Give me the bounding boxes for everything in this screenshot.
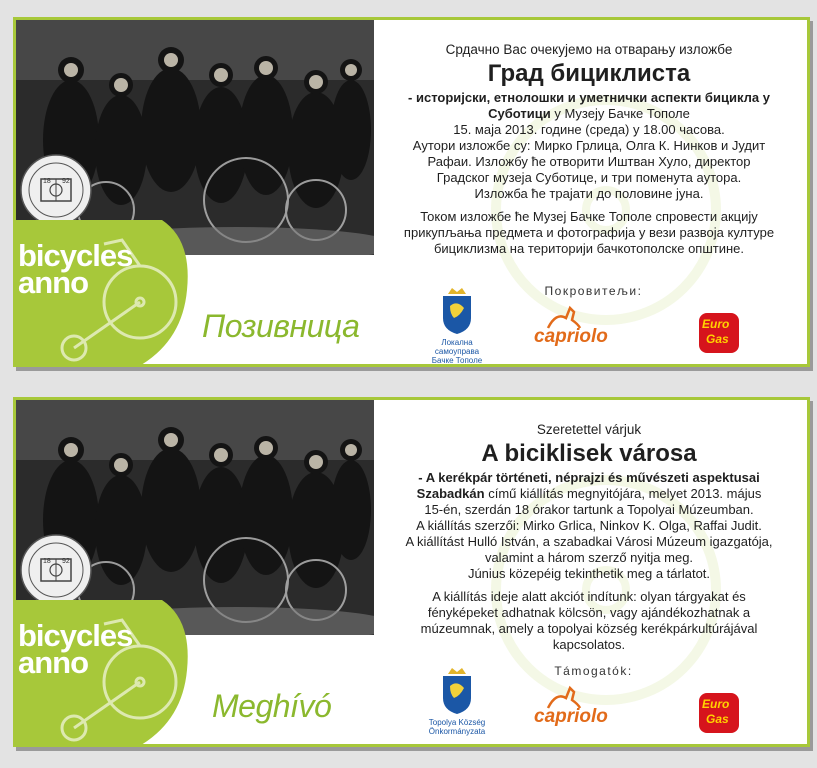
body-line: Суботици у Музеју Бачке Тополе	[488, 106, 690, 121]
museum-seal-icon	[19, 533, 93, 607]
brand-line2: anno	[18, 645, 89, 680]
greeting: Szeretettel várjuk	[536, 422, 642, 437]
action-line: прикупљања предмета и фотографија у вези развоја културе	[403, 225, 775, 240]
municipality-caption-2: Бачке Тополе	[431, 356, 483, 365]
brand-line1: bicycles	[18, 238, 133, 273]
invite-word: Позивница	[202, 308, 360, 344]
body-line: 15. маја 2013. године (среда) у 18.00 часова.	[453, 122, 725, 137]
eurogas-text-1: Euro	[702, 697, 730, 711]
eurogas-text-2: Gas	[706, 712, 729, 726]
action-line: fényképeket adhatnak kölcsön, vagy ajándékozhatnak a	[427, 605, 751, 620]
body-line: Рафаи. Изложбу ће отворити Иштван Хуло, директор	[427, 154, 751, 169]
municipality-caption-1: Topolya Község	[428, 718, 486, 727]
municipality-caption-1: Локална самоуправа	[434, 338, 480, 356]
body-line: A kiállítást Hulló István, a szabadkai Városi Múzeum igazgatója,	[405, 534, 773, 549]
seal-year-right: 92	[62, 558, 70, 565]
invitation-content	[384, 422, 794, 653]
body-line: valamint a három szerző nyitja meg.	[484, 550, 694, 565]
capriolo-logo	[534, 692, 654, 728]
capriolo-logo	[534, 312, 654, 348]
eurogas-text-2: Gas	[706, 332, 729, 346]
sponsors-label: Покровитељи:	[544, 284, 643, 298]
municipality-logo	[422, 666, 492, 736]
invitation-card-serbian	[13, 17, 810, 367]
body-line: - историјски, етнолошки и уметнички аспекти бицикла у	[408, 90, 770, 105]
municipality-logo	[422, 286, 492, 365]
body-line: Szabadkán című kiállítás megnyitójára, melyet 2013. május	[416, 486, 762, 501]
brand-logo-text	[18, 618, 133, 680]
capriolo-text: capriolo	[534, 326, 608, 347]
coat-of-arms-icon	[440, 666, 474, 716]
action-line: A kiállítás ideje alatt akciót indítunk: olyan tárgyakat és	[432, 589, 746, 604]
capriolo-text: capriolo	[534, 706, 608, 727]
invitation-content	[384, 42, 794, 257]
eurogas-text-1: Euro	[702, 317, 730, 331]
brand-logo-text	[18, 238, 133, 300]
body-line: Аутори изложбе су: Мирко Грлица, Олга К. Нинков и Јудит	[412, 138, 766, 153]
eurogas-logo	[697, 311, 741, 355]
body-line: Június közepéig tekinthetik meg a tárlatot.	[467, 566, 711, 581]
body-line: - A kerékpár történeti, néprajzi és művészeti aspektusai	[418, 470, 760, 485]
sponsors-label: Támogatók:	[554, 664, 633, 678]
body-line: Изложба ће трајати до половине јуна.	[474, 186, 704, 201]
action-line: Током изложбе ће Музеј Бачке Тополе спровести акцију	[420, 209, 758, 224]
body-line: Градског музеја Суботице, и три поменута аутора.	[436, 170, 742, 185]
exhibition-title: A biciklisek városa	[481, 440, 697, 467]
action-line: múzeumnak, amely a topolyai község kerékpárkultúrájával	[420, 621, 758, 636]
museum-seal-icon	[19, 153, 93, 227]
eurogas-logo	[697, 691, 741, 735]
greeting: Срдачно Вас очекујемо на отварању изложбе	[445, 42, 733, 57]
seal-year-right: 92	[62, 178, 70, 185]
invite-word: Meghívó	[212, 688, 332, 724]
municipality-caption-2: Önkormányzata	[428, 727, 486, 736]
exhibition-title: Град бициклиста	[487, 60, 691, 87]
body-line: 15-én, szerdán 18 órakor tartunk a Topolyai Múzeumban.	[424, 502, 754, 517]
action-line: бициклизма на територији бачкотополске општине.	[433, 241, 745, 256]
action-line: kapcsolatos.	[552, 637, 626, 652]
seal-year-left: 18	[43, 558, 51, 565]
brand-line1: bicycles	[18, 618, 133, 653]
body-line: A kiállítás szerzői: Mirko Grlica, Ninkov K. Olga, Raffai Judit.	[416, 518, 762, 533]
invitation-card-hungarian	[13, 397, 810, 747]
brand-line2: anno	[18, 265, 89, 300]
coat-of-arms-icon	[440, 286, 474, 336]
seal-year-left: 18	[43, 178, 51, 185]
